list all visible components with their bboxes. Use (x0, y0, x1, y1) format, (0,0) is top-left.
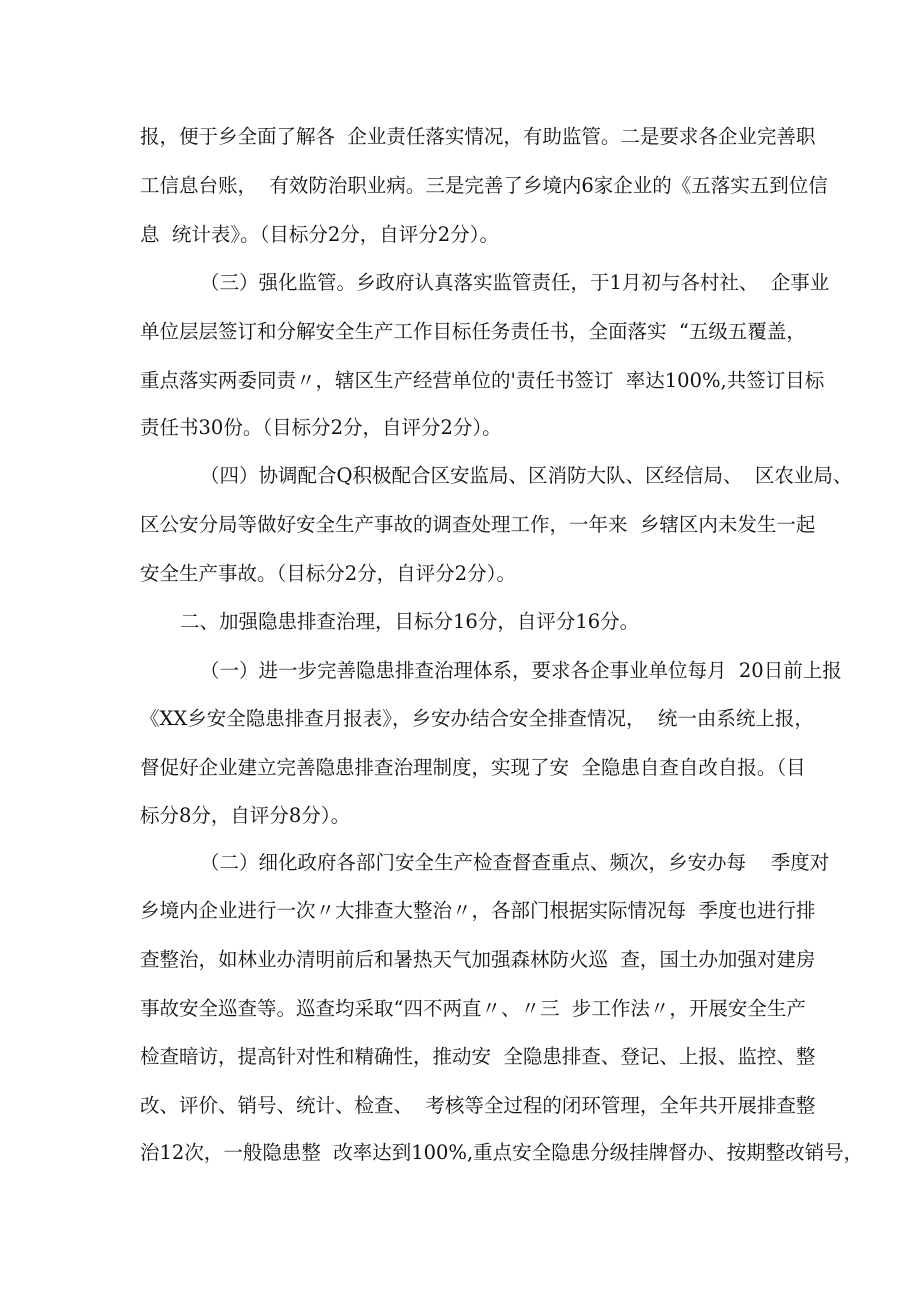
text-line: 检查暗访，提高针对性和精确性，推动安 全隐患排查、登记、上报、监控、整 (140, 1045, 816, 1068)
text-line: 安全生产事故。（目标分2分，自评分2分）。 (140, 562, 516, 585)
text-line: 标分8分，自评分8分）。 (140, 804, 351, 827)
text-line: 查整治，如林业办清明前后和暑热天气加强森林防火巡 查，国土办加强对建房 (140, 948, 816, 971)
text-line: 督促好企业建立完善隐患排查治理制度，实现了安 全隐患自查自改自报。（目 (140, 756, 806, 779)
text-line: 工信息台账， 有效防治职业病。三是完善了乡境内6家企业的《五落实五到位信 (140, 174, 828, 197)
text-line: 责任书30份。（目标分2分，自评分2分）。 (140, 416, 502, 439)
text-line: 报，便于乡全面了解各 企业责任落实情况，有助监管。二是要求各企业完善职 (140, 125, 816, 148)
text-line: （一）进一步完善隐患排查治理体系，要求各企事业单位每月 20日前上报 (200, 659, 842, 682)
text-line: （三）强化监管。乡政府认真落实监管责任，于1月初与各村社、 企事业 (200, 271, 830, 294)
text-line: 单位层层签订和分解安全生产工作目标任务责任书，全面落实 “五级五覆盖， (140, 320, 806, 343)
text-line: 重点落实两委同责〃，辖区生产经营单位的'责任书签订 率达100%,共签订目标 (140, 369, 825, 392)
text-line: 改、评价、销号、统计、检查、 考核等全过程的闭环管理，全年共开展排查整 (140, 1094, 816, 1117)
section-heading: 二、加强隐患排查治理，目标分16分，自评分16分。 (180, 610, 640, 633)
text-line: 事故安全巡查等。巡查均采取“四不两直〃、〃三 步工作法〃，开展安全生产 (140, 997, 806, 1020)
text-line: 治12次，一般隐患整 改率达到100%,重点安全隐患分级挂牌督办、按期整改销号， (140, 1141, 864, 1164)
text-line: 区公安分局等做好安全生产事故的调查处理工作，一年来 乡辖区内未发生一起 (140, 513, 816, 536)
text-line: 乡境内企业进行一次〃大排查大整治〃，各部门根据实际情况每 季度也进行排 (140, 899, 816, 922)
text-line: 息 统计表》。（目标分2分，自评分2分）。 (140, 223, 499, 246)
text-line: （二）细化政府各部门安全生产检查督查重点、频次，乡安办每 季度对 (200, 851, 830, 874)
text-line: 《XX乡安全隐患排查月报表》，乡安办结合安全排查情况， 统一由系统上报， (140, 707, 814, 730)
text-line: （四）协调配合Q积极配合区安监局、区消防大队、区经信局、 区农业局、 (200, 464, 853, 487)
